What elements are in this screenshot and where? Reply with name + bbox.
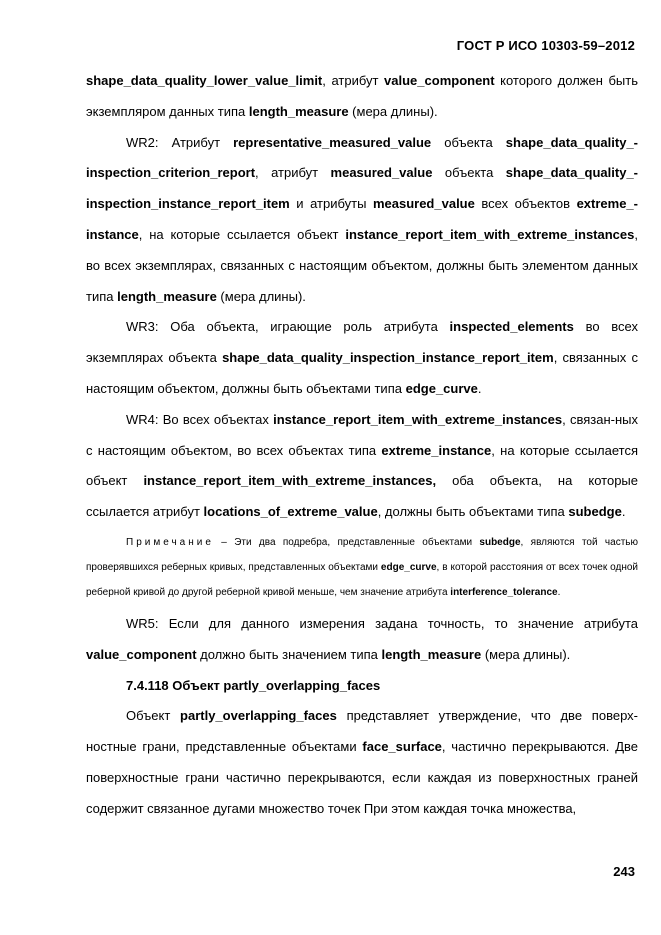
term: representative_measured_value [233, 134, 432, 150]
term: instance_report_item_with_extreme_instances, [143, 473, 437, 489]
text: , должны быть объектами типа [377, 504, 569, 520]
text: , являются той частью проверявшихся реберных кривых, представленных объектами [86, 536, 638, 573]
section-heading: 7.4.118 Объект partly_overlapping_faces [126, 677, 381, 693]
term: shape_data_quality_-inspection_instance_report_item [86, 165, 638, 212]
text: , во всех экземплярах, связанных с настоящим объектом, должны быть элементом данных типа [86, 226, 638, 304]
term: length_measure [117, 288, 217, 304]
paragraph-wr4 [86, 405, 638, 528]
text: , частично перекрываются. Две поверхностные грани частично перекрываются, если каждая из поверхностных граней содержит связанное дугами множество точек При этом каждая точка множества, [86, 739, 638, 816]
text: , атрибут [322, 73, 385, 88]
term: value_component [86, 646, 197, 662]
document-header: ГОСТ Р ИСО 10303-59–2012 [456, 38, 635, 53]
text: (мера длины). [348, 103, 438, 119]
term: measured_value [330, 165, 433, 181]
text: представляет утверждение, что две поверх-ностные грани, представленные объектами [86, 708, 638, 755]
term: extreme_-instance [86, 196, 638, 242]
text: , связан-ных с настоящим объектом, во всех объектах типа [86, 411, 638, 458]
text: WR2: Атрибут [126, 134, 234, 150]
text: , на которые ссылается объект [86, 442, 639, 489]
text: , в которой расстояния от всех точек одной реберной кривой до другой реберной кривой меньше, чем значение атрибута [86, 561, 639, 598]
text: должно быть значением типа [196, 646, 382, 662]
text: объекта [432, 165, 506, 181]
text: WR3: Оба объекта, играющие роль атрибута [126, 319, 450, 335]
paragraph-wr3 [86, 312, 638, 404]
page-number: 243 [613, 864, 635, 879]
text: , связанных с настоящим объектом, должны быть объектами типа [86, 350, 638, 396]
term: shape_data_quality_-inspection_criterion_report [86, 134, 638, 181]
text: , на которые ссылается объект [138, 226, 346, 242]
text: объекта [431, 134, 506, 150]
term: edge_curve [380, 561, 437, 573]
document-body [86, 66, 638, 825]
term: interference_tolerance [450, 586, 558, 598]
text: (мера длины). [481, 646, 571, 662]
term: partly_overlapping_faces [180, 708, 337, 724]
term: edge_curve [405, 380, 478, 396]
term: inspected_elements [449, 319, 574, 335]
text: . [557, 586, 561, 598]
text: , атрибут [255, 165, 331, 181]
text: оба объекта, на которые ссылается атрибут [86, 473, 638, 520]
text: (мера длины). [216, 288, 306, 304]
paragraph-wr2 [86, 128, 638, 313]
term: extreme_instance [381, 442, 492, 458]
text: . [477, 380, 482, 396]
term: length_measure [381, 646, 482, 662]
term: shape_data_quality_inspection_instance_report_item [222, 350, 554, 366]
text: WR5: Если для данного измерения задана точность, то значение атрибута [126, 615, 638, 631]
paragraph-continuation [86, 66, 638, 128]
term: subedge [568, 504, 622, 520]
text: всех объектов [474, 196, 577, 212]
term: measured_value [372, 196, 475, 212]
text: во всех экземплярах объекта [86, 319, 639, 366]
note [86, 530, 638, 605]
term: instance_report_item_with_extreme_instances [273, 411, 563, 427]
term: length_measure [248, 103, 349, 119]
term: subedge [479, 536, 521, 548]
text: . [621, 504, 626, 520]
term: instance_report_item_with_extreme_instances [345, 226, 635, 242]
text: WR4: Во всех объектах [126, 411, 274, 427]
text: Эти два подребра, представленные объектами [234, 536, 480, 548]
text: которого должен быть экземпляром данных типа [86, 73, 638, 119]
term: locations_of_extreme_value [203, 504, 378, 520]
term: face_surface [362, 739, 442, 755]
note-dash: – [213, 536, 235, 548]
paragraph-wr5 [86, 609, 638, 671]
text: Объект [126, 708, 181, 724]
text: и атрибуты [289, 196, 373, 212]
paragraph-definition [86, 701, 638, 824]
term: value_component [384, 73, 495, 88]
note-label: Примечание [126, 536, 214, 548]
term: shape_data_quality_lower_value_limit [86, 73, 323, 88]
